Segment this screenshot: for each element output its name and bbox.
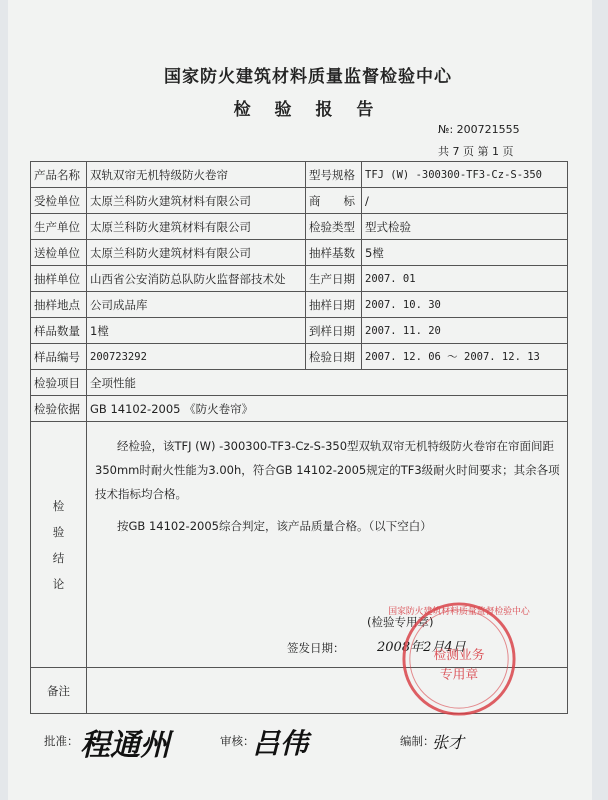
issue-date-handwritten: 2008年2月4日: [377, 640, 466, 655]
approve-label: 批准：: [44, 734, 79, 748]
conclusion-paragraph-2: 按GB 14102-2005综合判定，该产品质量合格。（以下空白）: [117, 519, 432, 533]
seal-ring-text: 国家防火建筑材料质量监督检验中心: [388, 606, 530, 617]
page-count: 共 7 页 第 1 页: [438, 145, 514, 158]
seal-inner-2: 专用章: [439, 667, 479, 683]
test-date-label: 检验日期: [306, 344, 362, 370]
inspection-seal: [388, 600, 530, 718]
stamp-note: (检验专用章): [367, 615, 434, 629]
compile-label: 编制：: [400, 734, 435, 748]
trademark-value: /: [362, 188, 568, 214]
client-label: 受检单位: [31, 188, 87, 214]
conclusion-body: [95, 434, 565, 538]
seal-inner-1: 检测业务: [433, 648, 485, 663]
sampler-value: 山西省公安消防总队防火监督部技术处: [87, 266, 306, 292]
review-signature: 吕伟: [252, 727, 309, 760]
sample-base-label: 抽样基数: [306, 240, 362, 266]
compile-signature: 张才: [432, 733, 465, 752]
client-value: 太原兰科防火建筑材料有限公司: [87, 188, 306, 214]
basis-value: GB 14102-2005 《防火卷帘》: [87, 396, 568, 422]
sampler-label: 抽样单位: [31, 266, 87, 292]
sample-site-value: 公司成品库: [87, 292, 306, 318]
conclusion-char-2: 验: [52, 524, 65, 539]
prod-date-value: 2007. 01: [362, 266, 568, 292]
sample-base-value: 5樘: [362, 240, 568, 266]
product-name-value: 双轨双帘无机特级防火卷帘: [87, 162, 306, 188]
basis-label: 检验依据: [31, 396, 87, 422]
sender-value: 太原兰科防火建筑材料有限公司: [87, 240, 306, 266]
remarks-label: 备注: [31, 668, 87, 714]
org-title: 国家防火建筑材料质量监督检验中心: [164, 67, 452, 87]
sample-qty-label: 样品数量: [31, 318, 87, 344]
producer-value: 太原兰科防火建筑材料有限公司: [87, 214, 306, 240]
trademark-label: 商 标: [306, 188, 362, 214]
report-title: 检 验 报 告: [233, 100, 383, 120]
conclusion-label: [31, 422, 87, 668]
test-date-value: 2007. 12. 06 ～ 2007. 12. 13: [362, 344, 568, 370]
sample-no-value: 200723292: [87, 344, 306, 370]
model-label: 型号规格: [306, 162, 362, 188]
product-name-label: 产品名称: [31, 162, 87, 188]
issue-date-label: 签发日期：: [287, 641, 345, 655]
model-value: TFJ (W) -300300-TF3-Cz-S-350: [362, 162, 568, 188]
conclusion-char-3: 结: [52, 550, 65, 565]
conclusion-paragraph-1: 经检验，该TFJ (W) -300300-TF3-Cz-S-350型双轨双帘无机特级防火卷帘在帘面间距350mm时耐火性能为3.00h，符合GB 14102-2005规定的TF3级耐火时间要求；其余各项技术指标均合格。: [95, 439, 560, 501]
prod-date-label: 生产日期: [306, 266, 362, 292]
sample-site-label: 抽样地点: [31, 292, 87, 318]
producer-label: 生产单位: [31, 214, 87, 240]
report-number: №: 200721555: [438, 123, 520, 136]
review-label: 审核：: [220, 734, 255, 748]
test-type-value: 型式检验: [362, 214, 568, 240]
arrive-date-value: 2007. 11. 20: [362, 318, 568, 344]
sample-qty-value: 1樘: [87, 318, 306, 344]
items-value: 全项性能: [87, 370, 568, 396]
conclusion-char-1: 检: [52, 498, 65, 513]
sender-label: 送检单位: [31, 240, 87, 266]
sample-date-value: 2007. 10. 30: [362, 292, 568, 318]
sample-date-label: 抽样日期: [306, 292, 362, 318]
items-label: 检验项目: [31, 370, 87, 396]
arrive-date-label: 到样日期: [306, 318, 362, 344]
conclusion-char-4: 论: [52, 576, 65, 591]
test-type-label: 检验类型: [306, 214, 362, 240]
approve-signature: 程通州: [80, 728, 170, 763]
sample-no-label: 样品编号: [31, 344, 87, 370]
